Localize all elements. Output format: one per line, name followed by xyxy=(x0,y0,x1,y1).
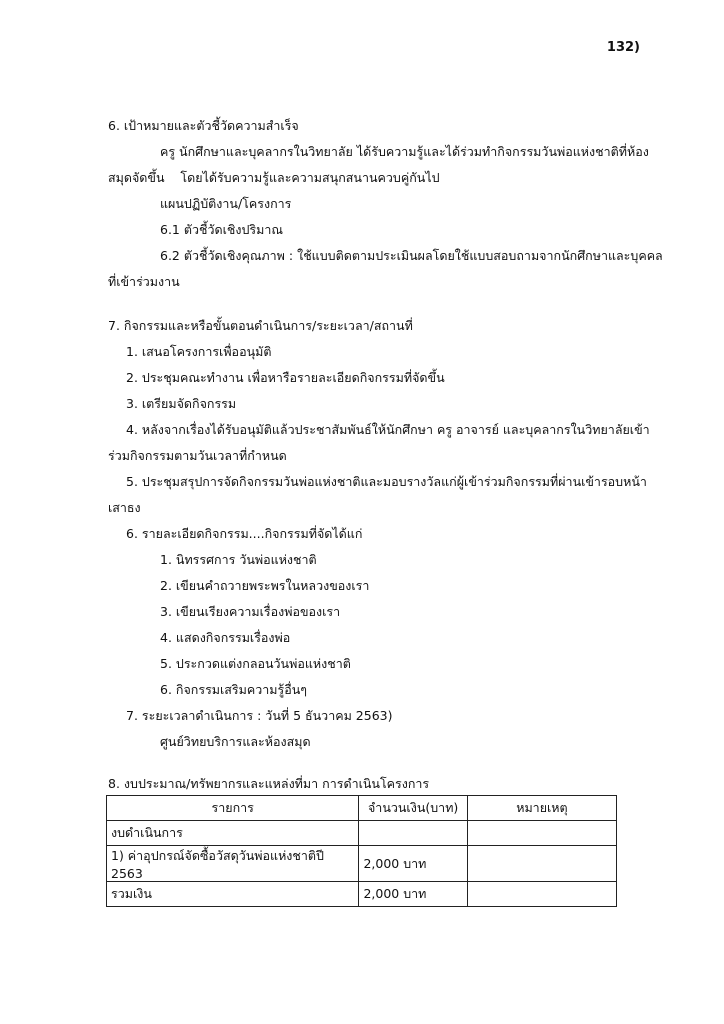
budget-cell-amount: 2,000 บาท xyxy=(359,846,467,882)
activity-sub-item-1: 1. นิทรรศการ วันพ่อแห่งชาติ xyxy=(160,552,317,567)
section7-item-4-line2: ร่วมกิจกรรมตามวันเวลาที่กำหนด xyxy=(108,448,287,463)
table-row xyxy=(107,821,617,846)
budget-cell-remark xyxy=(467,846,616,882)
budget-cell-amount xyxy=(359,821,467,846)
section8-heading: 8. งบประมาณ/ทรัพยากรและแหล่งที่มา การดำเนินโครงการ xyxy=(108,776,430,791)
table-row xyxy=(107,846,617,882)
section7-item-3: 3. เตรียมจัดกิจกรรม xyxy=(126,396,237,411)
section6-quality-indicator-line1: 6.2 ตัวชี้วัดเชิงคุณภาพ : ใช้แบบติดตามประเมินผลโดยใช้แบบสอบถามจากนักศึกษาและบุคคล xyxy=(160,248,663,263)
section6-quality-indicator-line2: ที่เข้าร่วมงาน xyxy=(108,274,180,289)
budget-header-amount: จำนวนเงิน(บาท) xyxy=(359,796,467,821)
activity-sub-item-5: 5. ประกวดแต่งกลอนวันพ่อแห่งชาติ xyxy=(160,656,351,671)
activity-sub-item-2: 2. เขียนคำถวายพระพรในหลวงของเรา xyxy=(160,578,370,593)
activity-sub-item-6: 6. กิจกรรมเสริมความรู้อื่นๆ xyxy=(160,682,308,697)
section7-heading: 7. กิจกรรมและหรือขั้นตอนดำเนินการ/ระยะเวลา/สถานที่ xyxy=(108,318,413,333)
section7-item-7: 7. ระยะเวลาดำเนินการ : วันที่ 5 ธันวาคม 2563) xyxy=(126,708,393,723)
section6-paragraph-line2: สมุดจัดขึ้น โดยได้รับความรู้และความสนุกสนานควบคู่กันไป xyxy=(108,170,440,185)
budget-cell-remark xyxy=(467,882,616,907)
section6-paragraph-line1: ครู นักศึกษาและบุคลากรในวิทยาลัย ได้รับความรู้และได้ร่วมทำกิจกรรมวันพ่อแห่งชาติที่ห้อง xyxy=(160,144,649,159)
section6-plan: แผนปฏิบัติงาน/โครงการ xyxy=(160,196,292,211)
budget-header-remark: หมายเหตุ xyxy=(467,796,616,821)
section7-item-6: 6. รายละเอียดกิจกรรม....กิจกรรมที่จัดได้แก่ xyxy=(126,526,363,541)
activity-sub-item-3: 3. เขียนเรียงความเรื่องพ่อของเรา xyxy=(160,604,341,619)
budget-cell-item: งบดำเนินการ xyxy=(107,821,359,846)
budget-table-header-row xyxy=(107,796,617,821)
budget-cell-amount: 2,000 บาท xyxy=(359,882,467,907)
budget-cell-item: 1) ค่าอุปกรณ์จัดซื้อวัสดุวันพ่อแห่งชาติปี 2563 xyxy=(107,846,359,882)
section7-item-4-line1: 4. หลังจากเรื่องได้รับอนุมัติแล้วประชาสัมพันธ์ให้นักศึกษา ครู อาจารย์ และบุคลากรในวิทยาลัยเข้า xyxy=(126,422,650,437)
activity-sub-item-4: 4. แสดงกิจกรรมเรื่องพ่อ xyxy=(160,630,291,645)
budget-cell-item: รวมเงิน xyxy=(107,882,359,907)
page-number: 132) xyxy=(606,40,640,55)
section6-quantity-indicator: 6.1 ตัวชี้วัดเชิงปริมาณ xyxy=(160,222,283,237)
budget-table xyxy=(106,795,617,907)
budget-cell-remark xyxy=(467,821,616,846)
section7-item-1: 1. เสนอโครงการเพื่ออนุมัติ xyxy=(126,344,272,359)
section7-item-2: 2. ประชุมคณะทำงาน เพื่อหารือรายละเอียดกิจกรรมที่จัดขึ้น xyxy=(126,370,445,385)
section7-item-5-line1: 5. ประชุมสรุปการจัดกิจกรรมวันพ่อแห่งชาติและมอบรางวัลแก่ผู้เข้าร่วมกิจกรรมที่ผ่านเข้ารอบหน้า xyxy=(126,474,647,489)
section6-heading: 6. เป้าหมายและตัวชี้วัดความสำเร็จ xyxy=(108,118,299,133)
budget-header-item: รายการ xyxy=(107,796,359,821)
table-row xyxy=(107,882,617,907)
section7-location: ศูนย์วิทยบริการและห้องสมุด xyxy=(160,734,311,749)
section7-item-5-line2: เสาธง xyxy=(108,500,141,515)
